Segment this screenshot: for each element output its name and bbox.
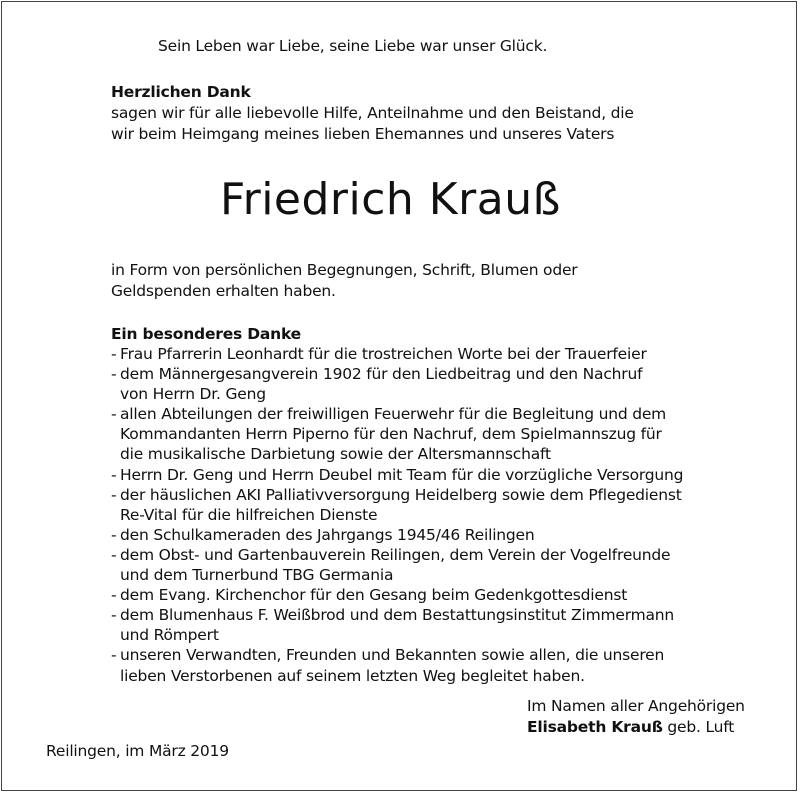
list-dash: - [111, 606, 117, 625]
list-dash: - [111, 586, 117, 605]
list-item [111, 545, 751, 585]
list-dash: - [111, 545, 117, 564]
list-item-line: der häuslichen AKI Palliativversorgung Heidelberg sowie dem Pflegedienst [120, 485, 682, 504]
list-item-line: allen Abteilungen der freiwilligen Feuerwehr für die Begleitung und dem [120, 405, 667, 424]
list-item-line: dem Blumenhaus F. Weißbrod und dem Bestattungsinstitut Zimmermann [120, 606, 675, 625]
list-item [111, 364, 751, 404]
list-item-text [120, 545, 751, 585]
list-item-text [120, 364, 751, 404]
list-item-line: die musikalische Darbietung sowie der Altersmannschaft [120, 445, 551, 464]
list-item [111, 585, 751, 605]
list-item-text [120, 645, 751, 685]
list-item-line: lieben Verstorbenen auf seinem letzten Weg begleitet haben. [120, 666, 585, 685]
list-item-line: Herrn Dr. Geng und Herrn Deubel mit Team für die vorzügliche Versorgung [120, 465, 684, 484]
list-dash: - [111, 465, 117, 484]
list-item-line: und Römpert [120, 626, 219, 645]
list-dash: - [111, 365, 117, 384]
place-date: Reilingen, im März 2019 [46, 742, 229, 760]
list-dash: - [111, 646, 117, 665]
signatory-name: Elisabeth Krauß [527, 718, 663, 736]
list-item-line: Kommandanten Herrn Piperno für den Nachruf, dem Spielmannszug für [120, 425, 662, 444]
thanks-text-line-2: wir beim Heimgang meines lieben Ehemannes und unseres Vaters [111, 125, 615, 143]
signature-name-line [527, 717, 734, 738]
list-item [111, 465, 751, 485]
list-item [111, 485, 751, 525]
list-item [111, 645, 751, 685]
list-item-text [120, 404, 751, 464]
list-item-text [120, 585, 751, 605]
list-item [111, 525, 751, 545]
list-dash: - [111, 345, 117, 363]
thanks-heading: Herzlichen Dank [111, 83, 251, 101]
signature-line: Im Namen aller Angehörigen [527, 697, 745, 715]
list-item [111, 344, 751, 364]
list-item-line: dem Evang. Kirchenchor für den Gesang beim Gedenkgottesdienst [120, 586, 628, 605]
list-item-text [120, 525, 751, 545]
special-thanks-list [111, 344, 751, 686]
special-thanks-heading: Ein besonderes Danke [111, 325, 301, 343]
list-item-line: den Schulkameraden des Jahrgangs 1945/46 Reilingen [120, 525, 535, 544]
list-dash: - [111, 525, 117, 544]
list-item-line: dem Obst- und Gartenbauverein Reilingen, dem Verein der Vogelfreunde [120, 545, 671, 564]
list-item-line: dem Männergesangverein 1902 für den Liedbeitrag und den Nachruf [120, 365, 643, 384]
list-item [111, 404, 751, 464]
list-item-line: unseren Verwandten, Freunden und Bekannten sowie allen, die unseren [120, 646, 665, 665]
list-item-text [120, 485, 751, 525]
list-item-line: Re-Vital für die hilfreichen Dienste [120, 505, 378, 524]
list-item-line: und dem Turnerbund TBG Germania [120, 566, 394, 585]
thanks-text-line-1: sagen wir für alle liebevolle Hilfe, Anteilnahme und den Beistand, die [111, 104, 634, 122]
form-text-line-2: Geldspenden erhalten haben. [111, 282, 336, 300]
list-item-line: von Herrn Dr. Geng [120, 385, 266, 404]
list-dash: - [111, 485, 117, 504]
motto-line: Sein Leben war Liebe, seine Liebe war unser Glück. [158, 37, 548, 55]
list-item-line: Frau Pfarrerin Leonhardt für die trostreichen Worte bei der Trauerfeier [120, 345, 647, 363]
list-item [111, 605, 751, 645]
list-item-text [120, 605, 751, 645]
list-item-text [120, 344, 751, 364]
deceased-name: Friedrich Krauß [220, 174, 561, 225]
signatory-birth-name: geb. Luft [667, 718, 735, 736]
list-item-text [120, 465, 751, 485]
list-dash: - [111, 405, 117, 424]
form-text-line-1: in Form von persönlichen Begegnungen, Schrift, Blumen oder [111, 261, 578, 279]
